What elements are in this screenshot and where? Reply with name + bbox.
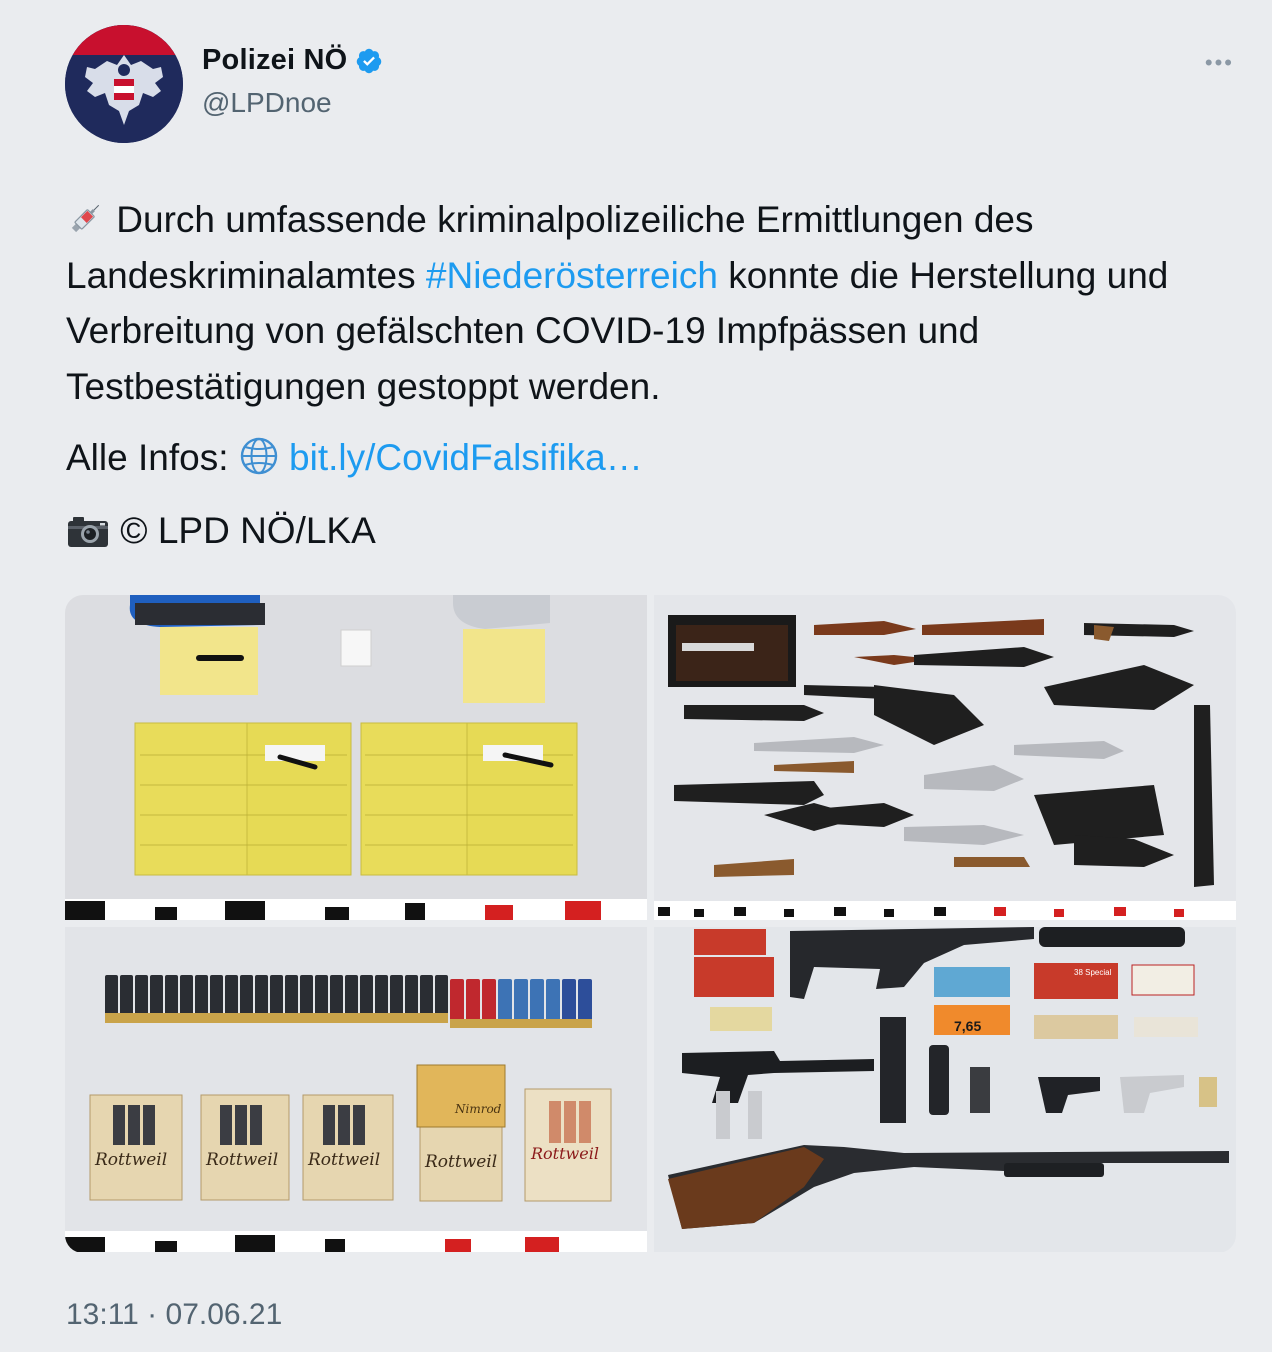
- ammo-box-brand: Rottweil: [531, 1144, 599, 1163]
- firearms-image: [654, 927, 1236, 1252]
- tweet-text-part2: konnte die Herstellung und Verbreitung von gefälschten COVID-19 Impfpässen und Testbestätigungen gestoppt werden.: [66, 254, 1169, 407]
- hashtag-link[interactable]: #Niederösterreich: [425, 254, 718, 296]
- author-handle[interactable]: @LPDnoe: [202, 87, 332, 118]
- globe-icon: [239, 436, 279, 476]
- photo-knives[interactable]: [654, 595, 1236, 920]
- ammo-label-765: 7,65: [954, 1018, 982, 1034]
- ammo-box-brand: Rottweil: [206, 1150, 279, 1170]
- credit-text: © LPD NÖ/LKA: [120, 510, 376, 551]
- verified-badge-icon: [355, 47, 383, 75]
- ammo-box-brand: Rottweil: [308, 1150, 381, 1170]
- tweet-infos-line: [66, 430, 643, 485]
- ammo-box-nimrod: Nimrod: [455, 1102, 502, 1116]
- ammo-box-brand: Rottweil: [425, 1152, 498, 1172]
- ammo-label-38: 38 Special: [1074, 968, 1112, 977]
- infos-label: Alle Infos:: [66, 437, 239, 478]
- more-options-icon[interactable]: •••: [1204, 50, 1234, 75]
- tweet-text: [66, 192, 1246, 414]
- knives-image: [654, 595, 1236, 920]
- media-grid[interactable]: [65, 595, 1236, 1253]
- ammunition-image: [65, 927, 647, 1252]
- photo-ammunition[interactable]: [65, 927, 647, 1252]
- syringe-icon: [66, 198, 106, 238]
- photo-vaccination-passes[interactable]: [65, 595, 647, 920]
- author-name-row[interactable]: [202, 44, 383, 77]
- infos-link[interactable]: bit.ly/CovidFalsifika…: [289, 437, 643, 478]
- avatar[interactable]: [65, 25, 183, 143]
- photo-firearms[interactable]: [654, 927, 1236, 1252]
- author-display-name[interactable]: Polizei NÖ: [202, 44, 348, 76]
- police-eagle-logo: [65, 25, 183, 143]
- camera-icon: [66, 513, 110, 549]
- tweet-text-part1: Durch umfassende kriminalpolizeiliche Ermittlungen des Landeskriminalamtes: [66, 199, 1034, 296]
- tweet-timestamp[interactable]: 13:11 · 07.06.21: [66, 1298, 283, 1331]
- ammo-box-brand: Rottweil: [95, 1150, 168, 1170]
- vaccination-passes-image: [65, 595, 647, 920]
- photo-credit: [66, 503, 376, 558]
